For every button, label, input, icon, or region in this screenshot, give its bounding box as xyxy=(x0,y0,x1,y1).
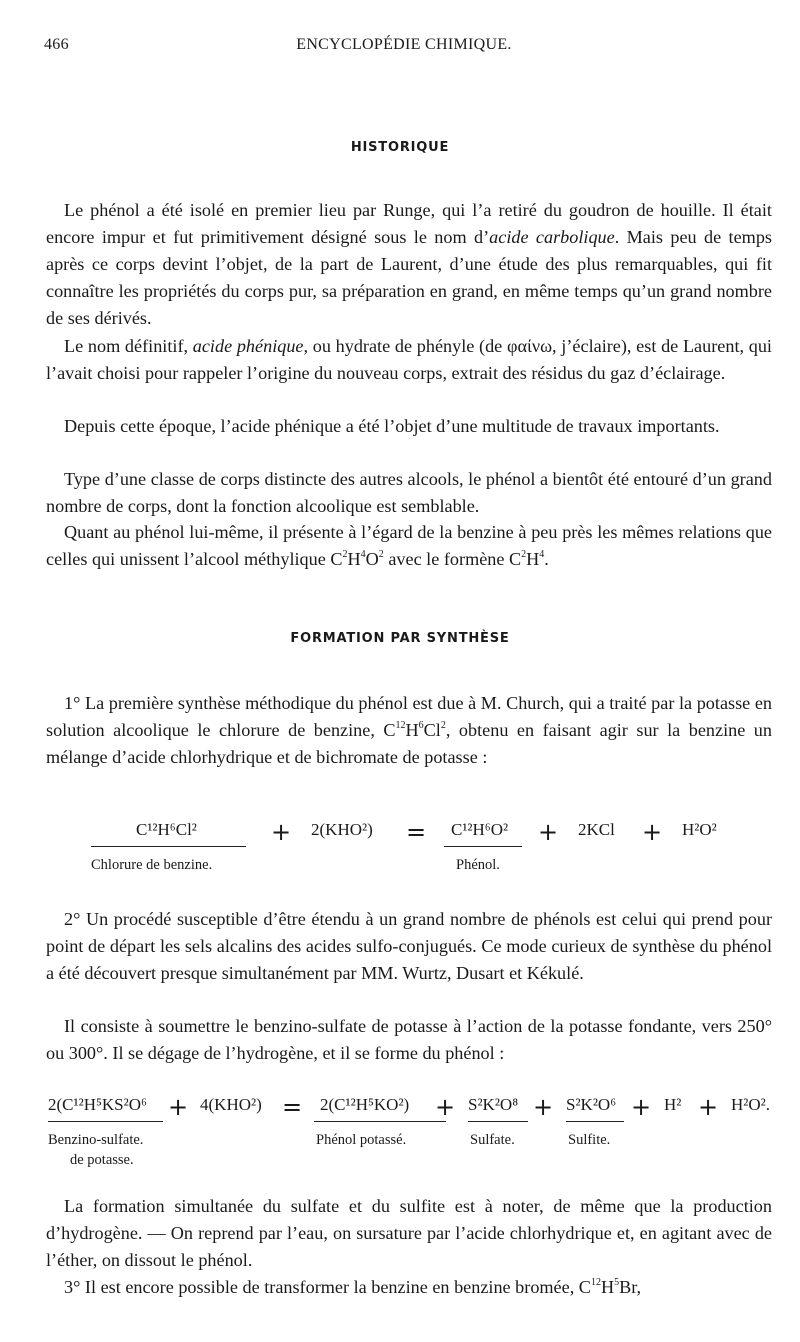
eq1-op4: + xyxy=(642,818,663,846)
eq2-term1: 2(C¹²H⁵KS²O⁶ xyxy=(48,1095,147,1114)
p5-sup: 4 xyxy=(360,549,366,561)
paragraph-2 xyxy=(46,333,772,387)
p5-text-b: avec le formène C xyxy=(383,549,522,570)
p1-text-b: . Mais peu de temps après ce corps devint l’objet, de la part de Laurent, d’une étude des plus remarquables, qui fit connaître les propriétés du corps pur, sa préparation en grand, en même temps qu’un grand nombre de ses dérivés. xyxy=(46,227,773,329)
eq1-term5: H²O² xyxy=(682,820,717,839)
eq2-term4: S²K²O⁸ xyxy=(468,1095,519,1114)
p6-h: H xyxy=(405,720,419,741)
p5-sup: 2 xyxy=(521,549,527,561)
eq2-term7: H²O². xyxy=(731,1095,770,1114)
eq2-term3: 2(C¹²H⁵KO²) xyxy=(320,1095,410,1114)
p5-h: H xyxy=(347,549,361,570)
p2-text-b: ou hydrate de phényle (de φαίνω, j’éclaire), est de Laurent, qui l’avait choisi pour rappeler l’origine du nouveau corps, extrait des résidus du gaz d’éclairage. xyxy=(46,336,772,384)
eq2-op3: + xyxy=(435,1093,456,1121)
p6-text-b: , obtenu en faisant agir sur la benzine un mélange d’acide chlorhydrique et de bichromate de potasse : xyxy=(46,720,772,768)
eq2-brace-5 xyxy=(566,1121,624,1122)
running-title: ENCYCLOPÉDIE CHIMIQUE. xyxy=(296,36,512,53)
page-number: 466 xyxy=(44,36,69,53)
paragraph-1 xyxy=(46,197,772,332)
eq2-term5: S²K²O⁶ xyxy=(566,1095,617,1114)
equation-2 xyxy=(46,1093,772,1168)
p2-italic: acide phénique, xyxy=(192,336,309,356)
p10-sup: 5 xyxy=(614,1276,620,1288)
eq1-brace-1 xyxy=(91,846,246,847)
eq2-term6: H² xyxy=(664,1095,682,1114)
eq2-brace-1 xyxy=(48,1121,163,1122)
eq1-term2: 2(KHO²) xyxy=(311,820,373,839)
p6-sup: 6 xyxy=(418,720,424,732)
eq2-op6: + xyxy=(698,1093,719,1121)
eq2-op5: + xyxy=(631,1093,652,1121)
p6-sup: 12 xyxy=(395,720,406,732)
eq2-op2: = xyxy=(282,1093,303,1121)
eq2-caption-1a: Benzino-sulfate. xyxy=(48,1132,144,1148)
p2-text-a: Le nom définitif, xyxy=(64,336,193,356)
eq2-brace-3 xyxy=(314,1121,446,1122)
eq1-op3: + xyxy=(538,818,559,846)
eq2-term2: 4(KHO²) xyxy=(200,1095,262,1114)
paragraph-9: La formation simultanée du sulfate et du sulfite est à noter, de même que la production d’hydrogène. — On reprend par l’eau, on sursature par l’acide chlorhydrique et, en agitant avec de l’éther, on dissout le phénol. xyxy=(46,1196,772,1271)
eq1-op1: + xyxy=(271,818,292,846)
eq2-caption-3: Phénol potassé. xyxy=(316,1132,407,1148)
eq1-op2: = xyxy=(406,818,427,846)
paragraph-10 xyxy=(46,1274,772,1301)
eq2-caption-1b: de potasse. xyxy=(70,1152,134,1168)
p6-text-a: 1° La première synthèse méthodique du phénol est due à M. Church, qui a traité par la potasse en solution alcoolique le chlorure de benzine, C xyxy=(46,693,772,741)
equation-1 xyxy=(46,820,772,880)
p5-text-c: . xyxy=(544,549,549,570)
paragraph-4: Type d’une classe de corps distincte des autres alcools, le phénol a bientôt été entouré d’un grand nombre de corps, dont la fonction alcoolique est semblable. xyxy=(46,469,772,517)
p6-cl: Cl xyxy=(423,720,441,741)
p5-text-a: Quant au phénol lui-même, il présente à l’égard de la benzine à peu près les mêmes relations que celles qui unissent l’alcool méthylique C xyxy=(46,522,772,570)
eq1-caption-1: Chlorure de benzine. xyxy=(91,857,213,873)
eq2-op1: + xyxy=(168,1093,189,1121)
p1-italic: acide carbolique xyxy=(489,227,615,248)
p5-o: O xyxy=(365,549,379,570)
p1-text-a: Le phénol a été isolé en premier lieu par Runge, qui l’a retiré du goudron de houille. Il était encore impur et fut primitivement désigné sous le nom d’ xyxy=(46,200,772,248)
eq2-op4: + xyxy=(533,1093,554,1121)
eq2-caption-4: Sulfate. xyxy=(470,1132,515,1148)
eq1-term1: C¹²H⁶Cl² xyxy=(136,820,197,839)
paragraph-5 xyxy=(46,519,772,573)
p5-sup: 2 xyxy=(378,549,384,561)
section-title-formation: FORMATION PAR SYNTHÈSE xyxy=(290,631,510,646)
p5-h2: H xyxy=(526,549,540,570)
p10-text-a: 3° Il est encore possible de transformer la benzine en benzine bromée, C xyxy=(64,1277,591,1297)
eq2-caption-5: Sulfite. xyxy=(568,1132,611,1148)
eq2-brace-4 xyxy=(468,1121,528,1122)
eq1-term3: C¹²H⁶O² xyxy=(451,820,509,839)
p10-br: Br, xyxy=(619,1277,642,1297)
eq1-caption-3: Phénol. xyxy=(456,857,500,873)
paragraph-6 xyxy=(46,690,772,771)
paragraph-7: 2° Un procédé susceptible d’être étendu à un grand nombre de phénols est celui qui prend pour point de départ les sels alcalins des acides sulfo-conjugués. Ce mode curieux de synthèse du phénol a été découvert presque simultanément par MM. Wurtz, Dusart et Kékulé. xyxy=(46,909,772,984)
paragraph-8: Il consiste à soumettre le benzino-sulfate de potasse à l’action de la potasse fondante, vers 250° ou 300°. Il se dégage de l’hydrogène, et il se forme du phénol : xyxy=(46,1016,772,1064)
p10-sup: 12 xyxy=(590,1276,601,1288)
section-title-historique: HISTORIQUE xyxy=(350,140,450,155)
paragraph-3: Depuis cette époque, l’acide phénique a été l’objet d’une multitude de travaux importants. xyxy=(64,416,720,436)
p6-sup: 2 xyxy=(440,720,446,732)
eq1-term4: 2KCl xyxy=(578,820,615,839)
eq1-brace-3 xyxy=(444,846,522,847)
p5-sup: 4 xyxy=(539,549,545,561)
p10-h: H xyxy=(600,1277,615,1297)
p5-sup: 2 xyxy=(342,549,348,561)
